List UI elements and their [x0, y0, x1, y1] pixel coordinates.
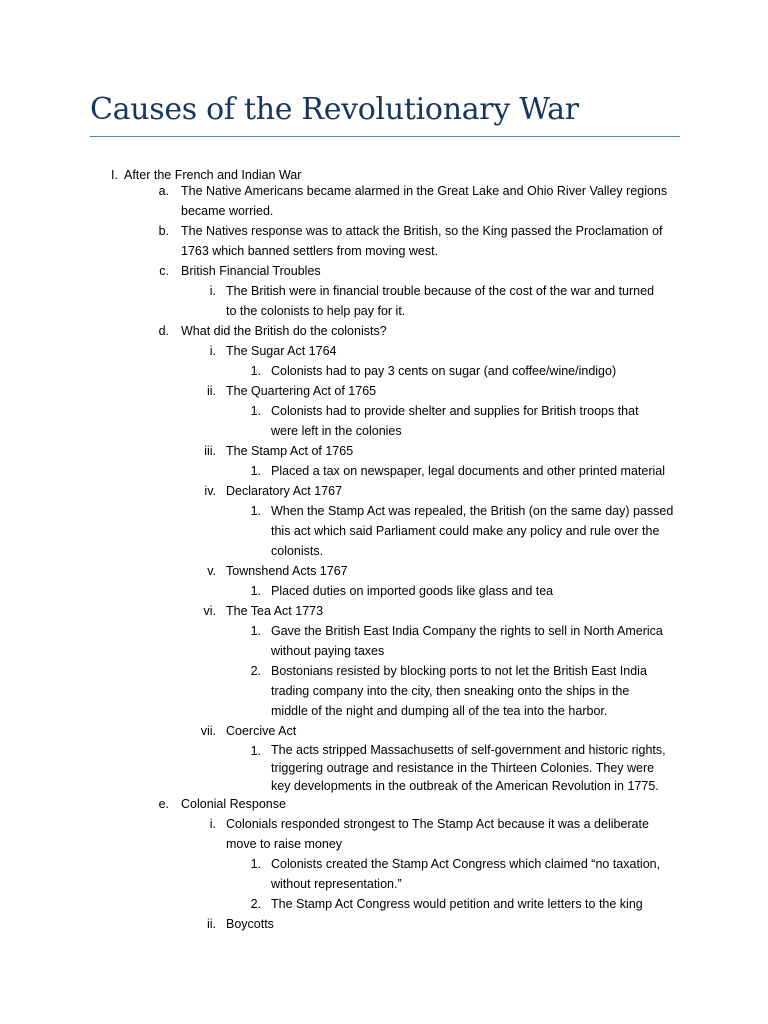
outline-marker: c. [159, 264, 169, 278]
outline-text-line: colonists. [271, 544, 324, 558]
outline-text-line: Placed duties on imported goods like glass and tea [271, 584, 554, 598]
outline-marker: d. [158, 324, 169, 338]
outline-marker: iv. [204, 484, 216, 498]
outline-marker: iii. [204, 444, 216, 458]
outline-text-line: Gave the British East India Company the rights to sell in North America [271, 624, 663, 638]
outline-text-line: British Financial Troubles [181, 264, 321, 278]
outline-text-line: key developments in the outbreak of the American Revolution in 1775. [271, 779, 659, 793]
outline-marker: vi. [203, 604, 216, 618]
outline-text-line: this act which said Parliament could make any policy and rule over the [271, 524, 660, 538]
outline-marker: 1. [250, 857, 261, 871]
outline-marker: 2. [250, 897, 261, 911]
outline-marker: ii. [206, 917, 216, 931]
outline-text-line: Bostonians resisted by blocking ports to not let the British East India [271, 664, 647, 678]
outline-text-line: The Sugar Act 1764 [226, 344, 337, 358]
outline-text-line: The acts stripped Massachusetts of self-government and historic rights, [271, 743, 666, 757]
outline-marker: i. [209, 817, 216, 831]
outline-text-line: The Stamp Act of 1765 [226, 444, 354, 458]
outline-marker: 1. [250, 584, 261, 598]
outline-text-line: middle of the night and dumping all of the tea into the harbor. [271, 704, 608, 718]
outline-text-line: Boycotts [226, 917, 274, 931]
outline-text-line: move to raise money [226, 837, 343, 851]
outline-marker: vii. [200, 724, 216, 738]
outline-text-line: Coercive Act [226, 724, 297, 738]
outline-text-line: to the colonists to help pay for it. [226, 304, 406, 318]
outline-text-line: Colonists had to provide shelter and supplies for British troops that [271, 404, 639, 418]
outline-marker: I. [111, 168, 118, 182]
outline-marker: 1. [250, 504, 261, 518]
outline-text-line: triggering outrage and resistance in the Thirteen Colonies. They were [271, 761, 655, 775]
outline-text-line: 1763 which banned settlers from moving west. [181, 244, 439, 258]
outline-text-line: Placed a tax on newspaper, legal documents and other printed material [271, 464, 665, 478]
outline-text-line: Colonists had to pay 3 cents on sugar (and coffee/wine/indigo) [271, 364, 617, 378]
outline-marker: 1. [250, 624, 261, 638]
outline-marker: i. [209, 344, 216, 358]
outline-marker: 1. [250, 364, 261, 378]
outline-text-line: The Quartering Act of 1765 [226, 384, 377, 398]
outline-marker: b. [158, 224, 169, 238]
outline-marker: i. [209, 284, 216, 298]
outline-text-line: Townshend Acts 1767 [226, 564, 348, 578]
outline-text-line: The Tea Act 1773 [226, 604, 324, 618]
outline-text-line: After the French and Indian War [124, 168, 302, 182]
outline-text-line: without paying taxes [271, 644, 385, 658]
outline-text-line: Declaratory Act 1767 [226, 484, 343, 498]
outline-marker: 2. [250, 664, 261, 678]
outline-text-line: Colonials responded strongest to The Stamp Act because it was a deliberate [226, 817, 649, 831]
outline-text-line: The Stamp Act Congress would petition and write letters to the king [271, 897, 643, 911]
outline-text-line: The Natives response was to attack the British, so the King passed the Proclamation of [181, 224, 663, 238]
outline-text-line: What did the British do the colonists? [181, 324, 387, 338]
outline-marker: 1. [250, 464, 261, 478]
outline-text-line: The Native Americans became alarmed in the Great Lake and Ohio River Valley regions [181, 184, 668, 198]
outline-marker: v. [207, 564, 216, 578]
outline-marker: ii. [206, 384, 216, 398]
outline-text-line: trading company into the city, then sneaking onto the ships in the [271, 684, 630, 698]
outline-text-line: became worried. [181, 204, 274, 218]
outline-marker: a. [158, 184, 169, 198]
outline-marker: 1. [250, 744, 261, 758]
document-title: Causes of the Revolutionary War [90, 92, 579, 127]
outline-text-line: without representation.” [271, 877, 402, 891]
outline-marker: e. [158, 797, 169, 811]
outline-text-line: The British were in financial trouble because of the cost of the war and turned [226, 284, 655, 298]
outline-marker: 1. [250, 404, 261, 418]
outline-text-line: Colonial Response [181, 797, 286, 811]
outline-text-line: Colonists created the Stamp Act Congress which claimed “no taxation, [271, 857, 661, 871]
title-underline [90, 136, 680, 137]
outline-text-line: When the Stamp Act was repealed, the British (on the same day) passed [271, 504, 674, 518]
outline-text-line: were left in the colonies [271, 424, 402, 438]
